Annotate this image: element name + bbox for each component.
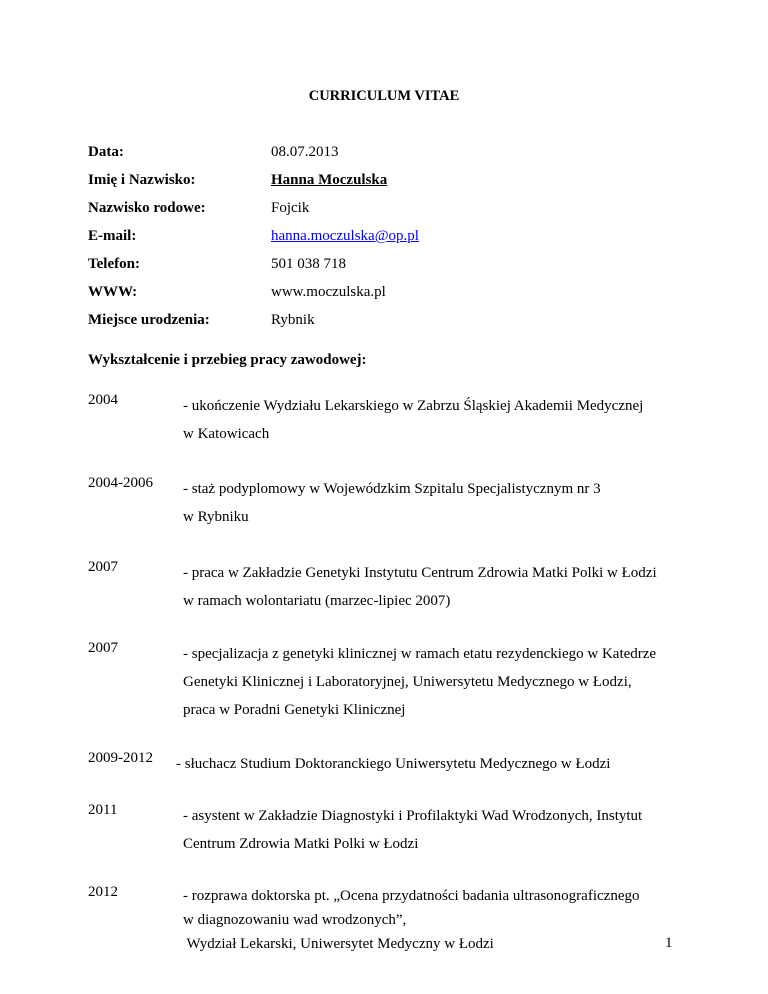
date-label: Data:	[88, 144, 124, 160]
entry-line: - ukończenie Wydziału Lekarskiego w Zabrzu Śląskiej Akademii Medycznej	[183, 398, 644, 414]
entry-description	[183, 802, 703, 858]
email-label: E-mail:	[88, 228, 137, 244]
name-label: Imię i Nazwisko:	[88, 172, 196, 188]
phone-value: 501 038 718	[271, 256, 346, 272]
entry-line: - staż podyplomowy w Wojewódzkim Szpitalu Specjalistycznym nr 3	[183, 481, 601, 497]
entry-line: - słuchacz Studium Doktoranckiego Uniwersytetu Medycznego w Łodzi	[176, 756, 611, 772]
birthplace-label: Miejsce urodzenia:	[88, 312, 210, 328]
www-value: www.moczulska.pl	[271, 284, 386, 300]
www-label: WWW:	[88, 284, 138, 300]
entry-line: - asystent w Zakładzie Diagnostyki i Profilaktyki Wad Wrodzonych, Instytut	[183, 808, 643, 824]
entry-year: 2007	[88, 559, 118, 575]
maiden-name-label: Nazwisko rodowe:	[88, 200, 206, 216]
page-number: 1	[665, 935, 673, 951]
date-value: 08.07.2013	[271, 144, 339, 160]
entry-line: w ramach wolontariatu (marzec-lipiec 2007)	[183, 593, 451, 609]
entry-description	[176, 750, 696, 778]
entry-description	[183, 475, 703, 531]
entry-line: - specjalizacja z genetyki klinicznej w ramach etatu rezydenckiego w Katedrze	[183, 646, 657, 662]
entry-year: 2004	[88, 392, 118, 408]
entry-description	[183, 640, 703, 724]
section-heading: Wykształcenie i przebieg pracy zawodowej:	[88, 352, 367, 368]
entry-description	[183, 559, 703, 615]
entry-line: w Katowicach	[183, 426, 270, 442]
entry-year: 2007	[88, 640, 118, 656]
entry-line: Genetyki Klinicznej i Laboratoryjnej, Uniwersytetu Medycznego w Łodzi,	[183, 674, 632, 690]
entry-line: - praca w Zakładzie Genetyki Instytutu Centrum Zdrowia Matki Polki w Łodzi	[183, 565, 657, 581]
entry-year: 2009-2012	[88, 750, 153, 766]
entry-year: 2004-2006	[88, 475, 153, 491]
birthplace-value: Rybnik	[271, 312, 315, 328]
document-title: CURRICULUM VITAE	[308, 88, 460, 104]
email-link[interactable]: hanna.moczulska@op.pl	[271, 228, 419, 244]
entry-line: Centrum Zdrowia Matki Polki w Łodzi	[183, 836, 419, 852]
entry-description	[183, 884, 703, 956]
entry-year: 2011	[88, 802, 118, 818]
entry-year: 2012	[88, 884, 118, 900]
entry-description	[183, 392, 703, 448]
phone-label: Telefon:	[88, 256, 140, 272]
maiden-name-value: Fojcik	[271, 200, 310, 216]
name-value: Hanna Moczulska	[271, 172, 388, 188]
entry-line: Wydział Lekarski, Uniwersytet Medyczny w Łodzi	[183, 936, 494, 952]
entry-line: - rozprawa doktorska pt. „Ocena przydatności badania ultrasonograficznego	[183, 888, 640, 904]
entry-line: w Rybniku	[183, 509, 249, 525]
entry-line: w diagnozowaniu wad wrodzonych”,	[183, 912, 407, 928]
entry-line: praca w Poradni Genetyki Klinicznej	[183, 702, 406, 718]
